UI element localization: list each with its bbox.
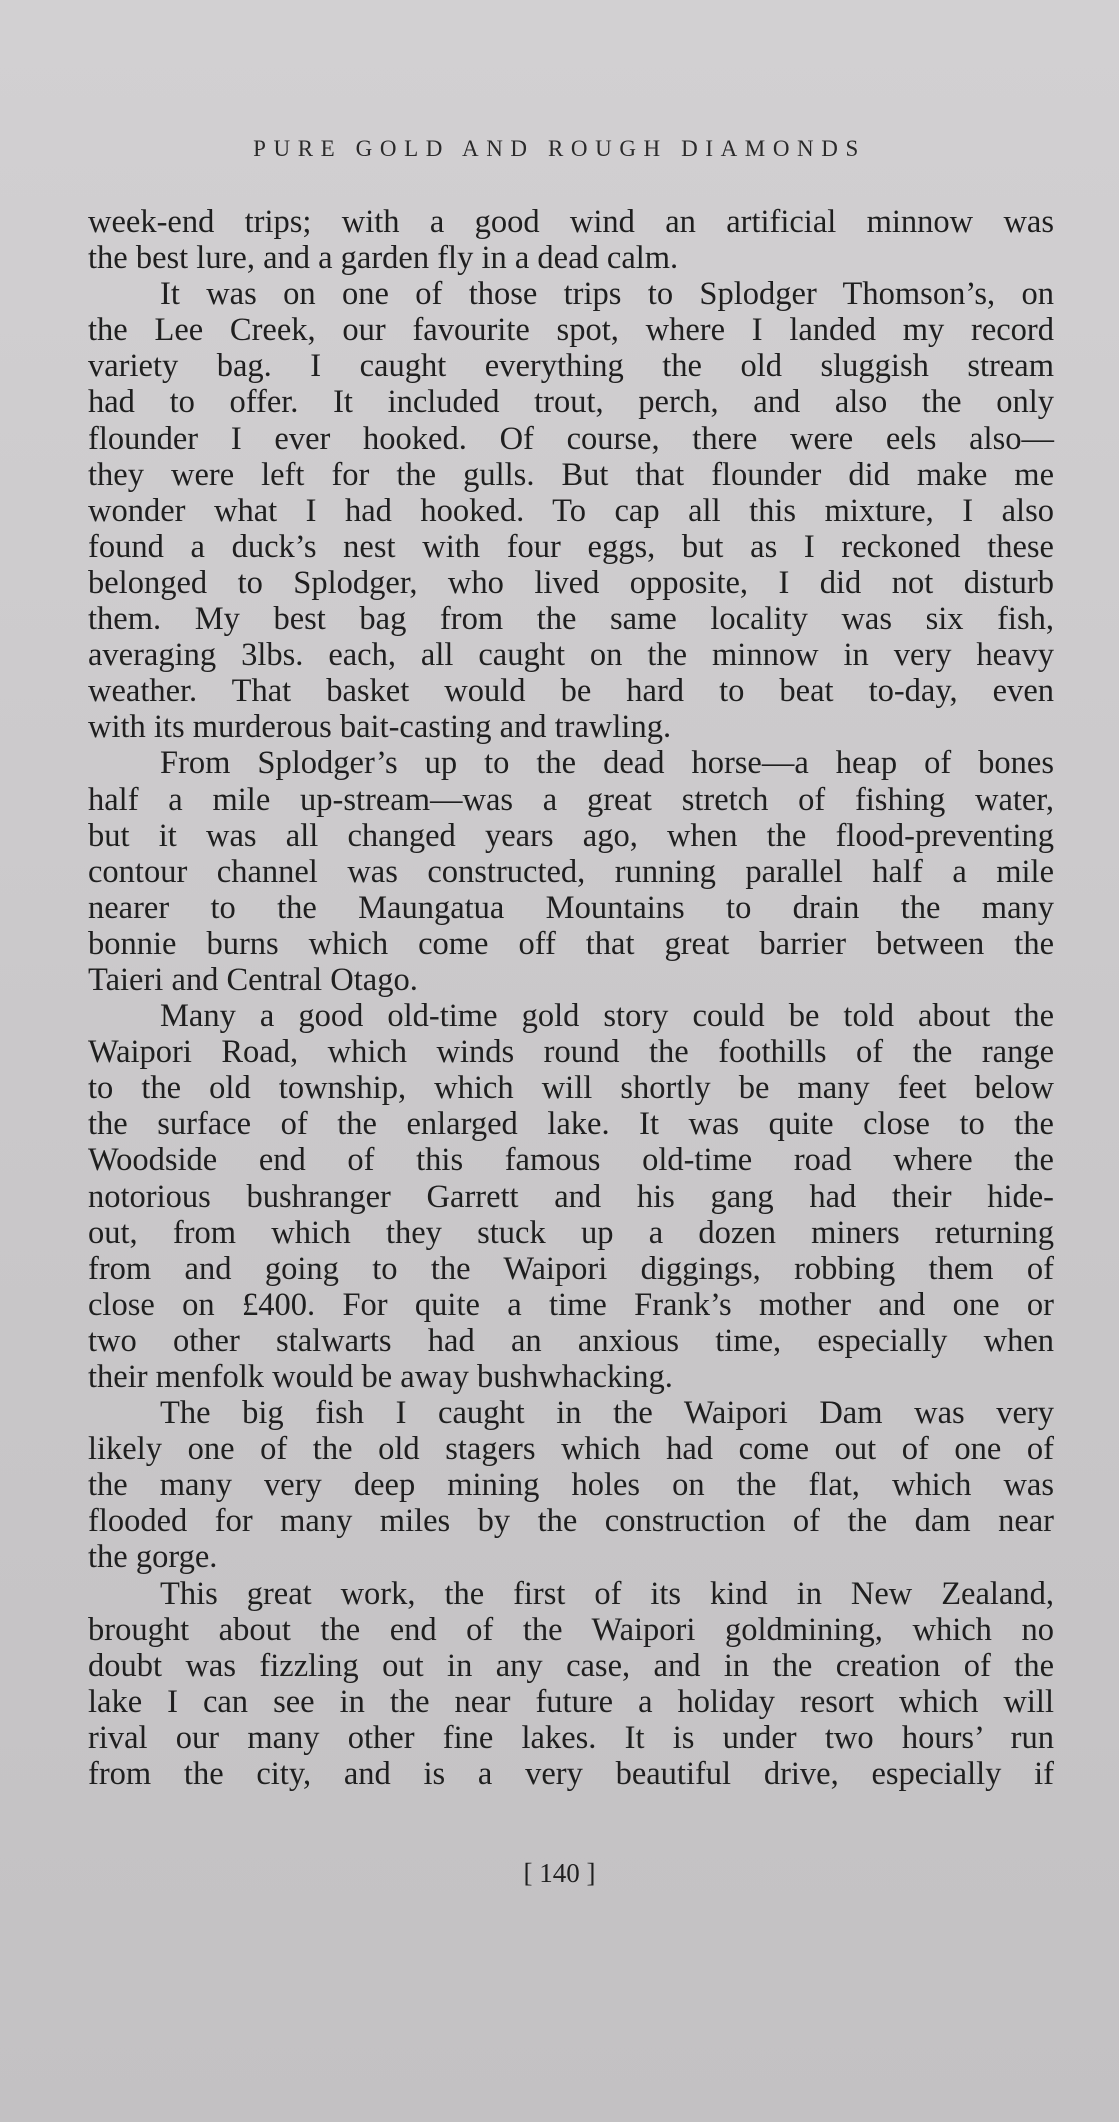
text-line: them. My best bag from the same locality was six fish,	[88, 601, 1054, 638]
text-line: variety bag. I caught everything the old sluggish stream	[88, 348, 1054, 385]
text-line: notorious bushranger Garrett and his gang had their hide-	[88, 1178, 1054, 1215]
text-line: Waipori Road, which winds round the foothills of the range	[88, 1034, 1054, 1071]
text-line: nearer to the Maungatua Mountains to drain the many	[88, 889, 1054, 926]
text-line: the surface of the enlarged lake. It was quite close to the	[88, 1106, 1054, 1143]
text-line: flounder I ever hooked. Of course, there were eels also—	[88, 420, 1054, 457]
page-number: [ 140 ]	[523, 1858, 596, 1888]
text-line: found a duck’s nest with four eggs, but as I reckoned these	[88, 528, 1054, 565]
text-line: wonder what I had hooked. To cap all this mixture, I also	[88, 492, 1054, 529]
text-line: had to offer. It included trout, perch, and also the only	[88, 384, 1054, 421]
text-line: rival our many other fine lakes. It is under two hours’ run	[88, 1719, 1054, 1756]
text-line: from and going to the Waipori diggings, robbing them of	[88, 1250, 1054, 1287]
text-line: their menfolk would be away bushwhacking.	[88, 1359, 673, 1395]
text-line: but it was all changed years ago, when the flood-preventing	[88, 817, 1054, 854]
text-line: belonged to Splodger, who lived opposite, I did not disturb	[88, 564, 1054, 601]
text-line: the gorge.	[88, 1539, 218, 1576]
text-line: the best lure, and a garden fly in a dead calm.	[88, 240, 679, 277]
text-line: lake I can see in the near future a holiday resort which will	[88, 1683, 1054, 1720]
text-line: out, from which they stuck up a dozen miners returning	[88, 1214, 1054, 1251]
text-line: weather. That basket would be hard to beat to-day, even	[88, 673, 1054, 710]
text-line: contour channel was constructed, running parallel half a mile	[88, 853, 1054, 890]
text-line: half a mile up-stream—was a great stretch of fishing water,	[88, 781, 1054, 818]
text-line: bonnie burns which come off that great barrier between the	[88, 925, 1054, 962]
text-line: flooded for many miles by the construction of the dam near	[88, 1503, 1054, 1540]
text-line: brought about the end of the Waipori goldmining, which no	[88, 1611, 1054, 1648]
text-line: Woodside end of this famous old-time road where the	[88, 1142, 1054, 1179]
text-line: likely one of the old stagers which had come out of one of	[88, 1431, 1054, 1468]
text-line: from the city, and is a very beautiful drive, especially if	[88, 1756, 1054, 1793]
text-line: doubt was fizzling out in any case, and in the creation of the	[88, 1647, 1054, 1684]
text-line: the Lee Creek, our favourite spot, where I landed my record	[88, 312, 1054, 349]
text-line: From Splodger’s up to the dead horse—a heap of bones	[160, 745, 1054, 782]
running-head: PURE GOLD AND ROUGH DIAMONDS	[253, 136, 866, 161]
text-line: they were left for the gulls. But that flounder did make me	[88, 456, 1054, 493]
text-line: two other stalwarts had an anxious time, especially when	[88, 1322, 1054, 1359]
text-line: week-end trips; with a good wind an artificial minnow was	[88, 204, 1054, 240]
text-line: Many a good old-time gold story could be told about the	[160, 998, 1054, 1035]
text-line: the many very deep mining holes on the flat, which was	[88, 1467, 1054, 1504]
text-line: It was on one of those trips to Splodger Thomson’s, on	[160, 276, 1054, 313]
text-line: Taieri and Central Otago.	[88, 961, 418, 998]
text-line: to the old township, which will shortly be many feet below	[88, 1070, 1054, 1107]
text-line: with its murderous bait-casting and trawling.	[88, 709, 672, 746]
text-line: This great work, the first of its kind in New Zealand,	[160, 1575, 1054, 1612]
body-text	[88, 204, 1054, 1792]
text-line: close on £400. For quite a time Frank’s mother and one or	[88, 1286, 1054, 1323]
text-line: The big fish I caught in the Waipori Dam was very	[160, 1395, 1054, 1432]
text-line: averaging 3lbs. each, all caught on the minnow in very heavy	[88, 637, 1054, 674]
